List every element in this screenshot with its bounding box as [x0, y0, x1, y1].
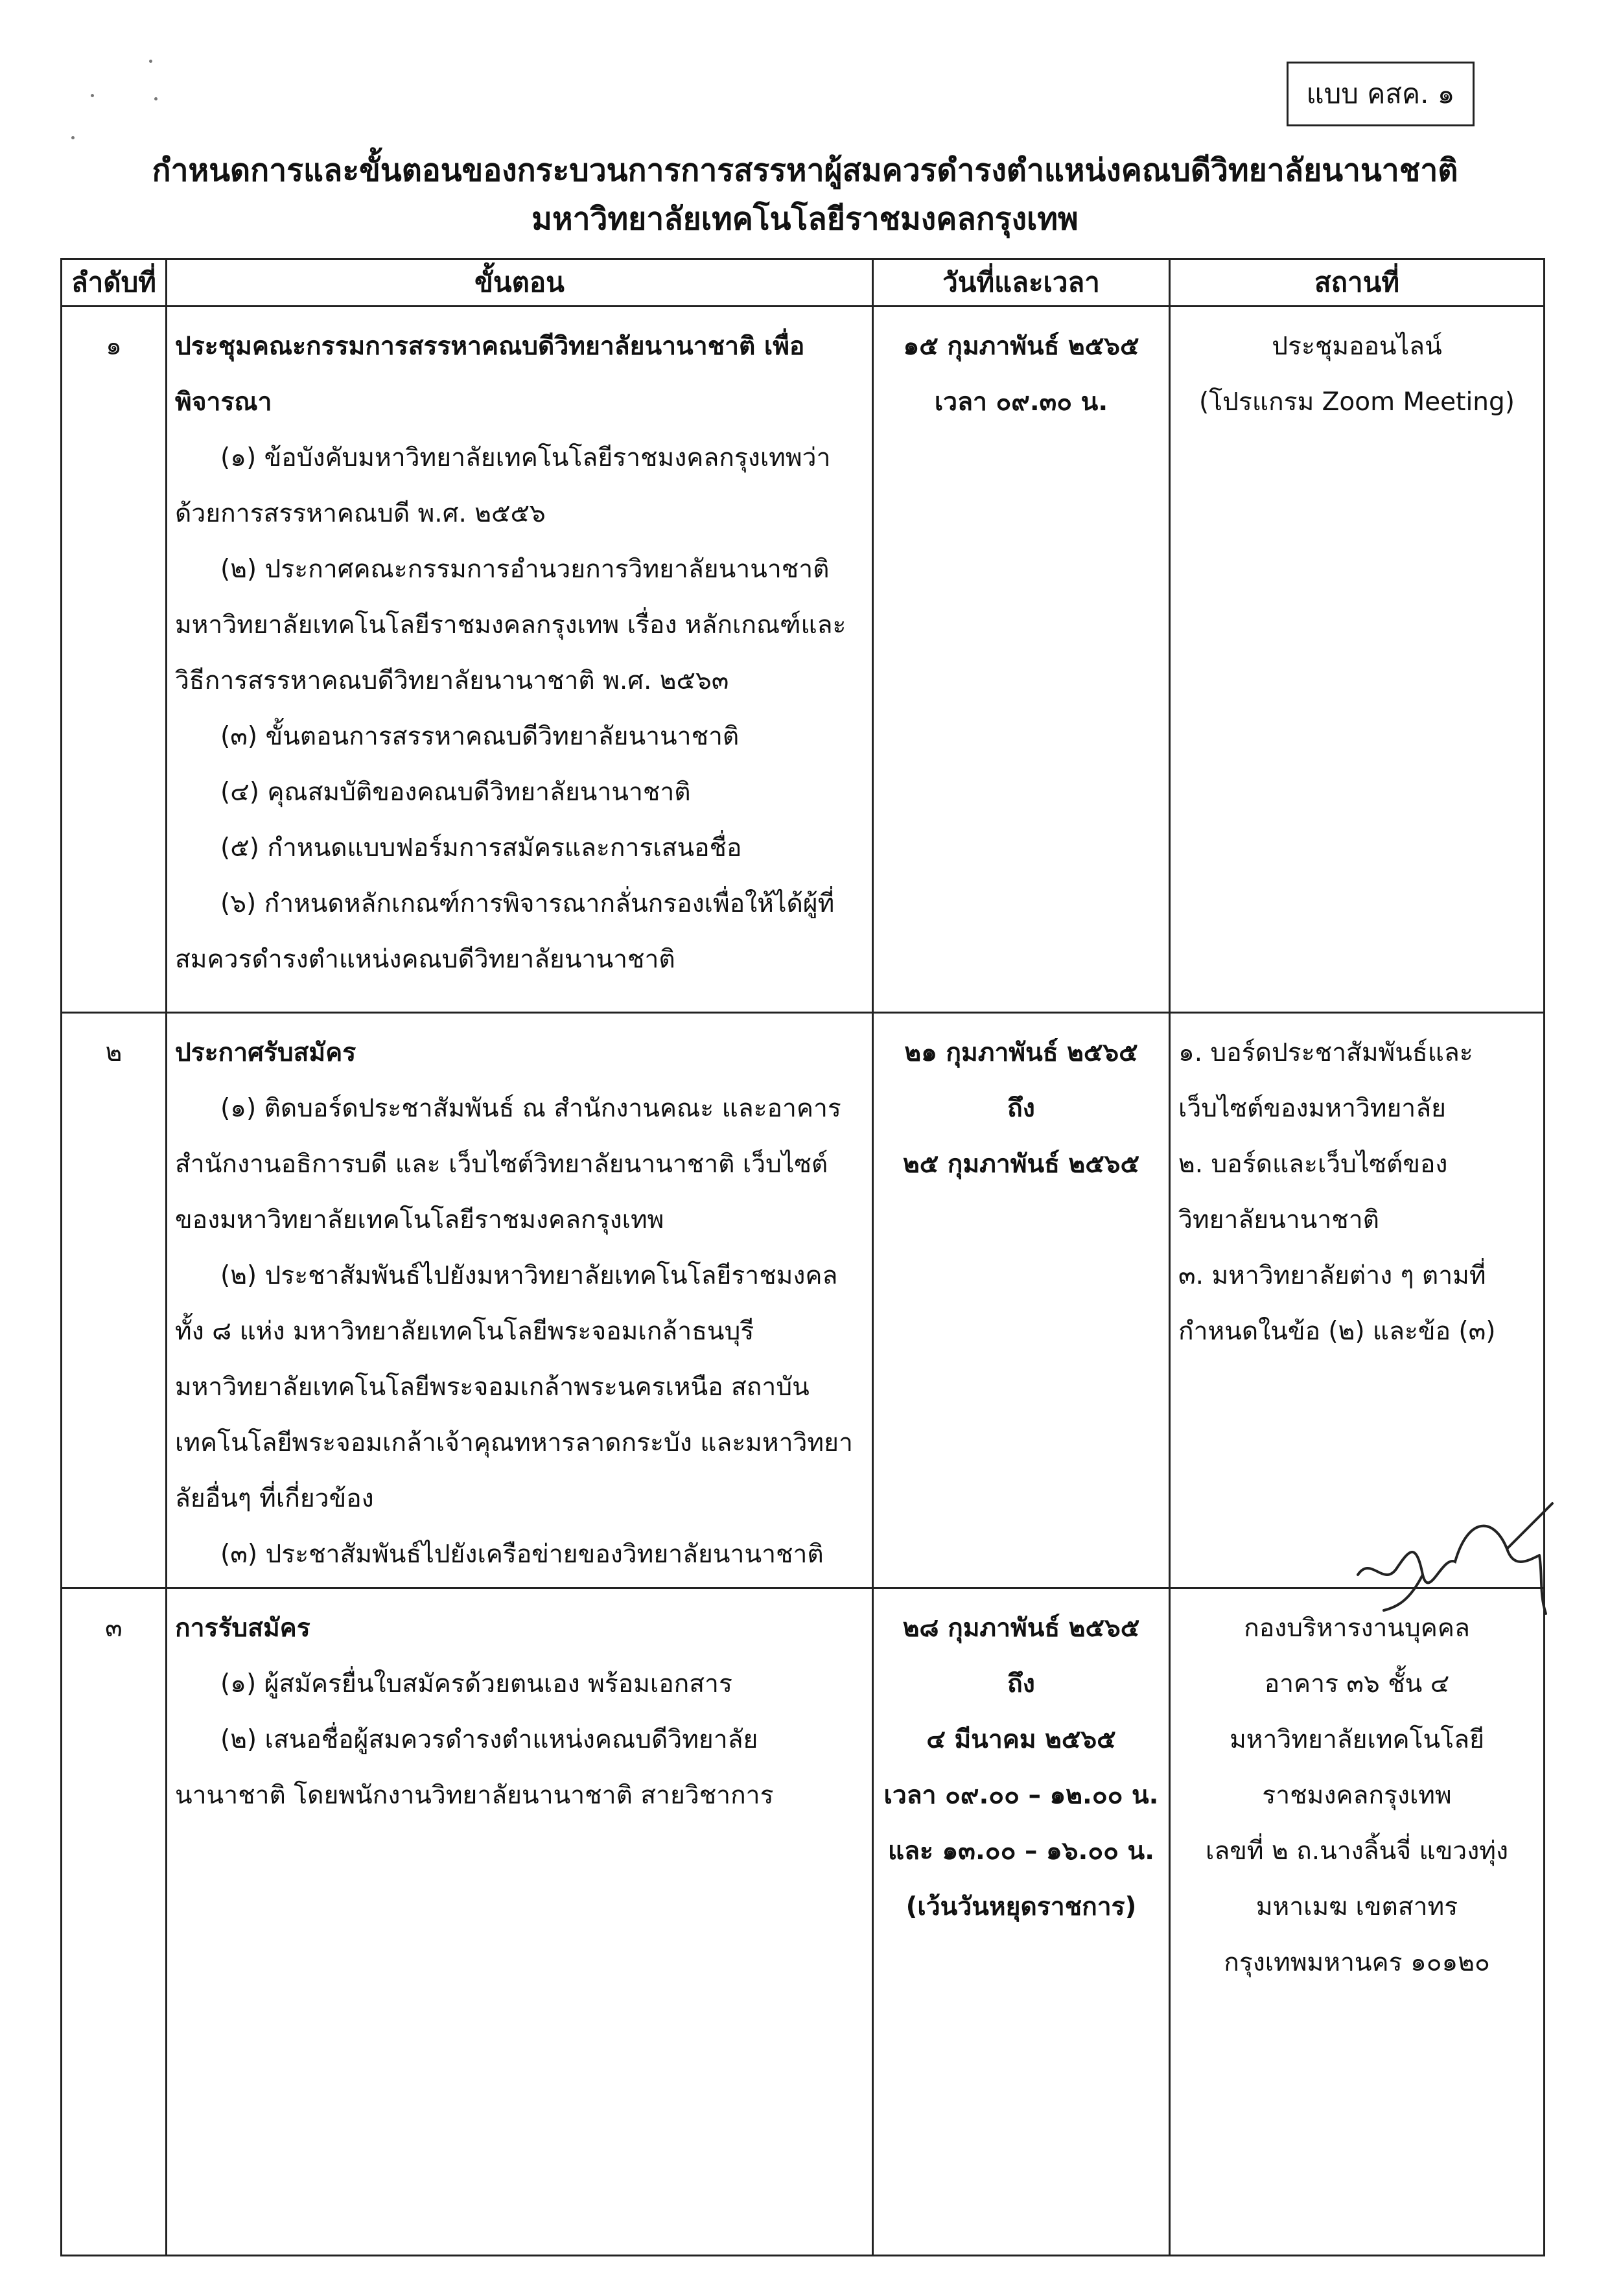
date-line: ๒๘ กุมภาพันธ์ ๒๕๖๕	[902, 1614, 1140, 1643]
step-cell	[167, 307, 873, 1013]
time-line: เวลา ๐๙.๓๐ น.	[934, 388, 1108, 417]
row-number: ๑	[62, 307, 167, 1013]
step-item: (๑) ข้อบังคับมหาวิทยาลัยเทคโนโลยีราชมงคลกรุงเทพว่าด้วยการสรรหาคณบดี พ.ศ. ๒๕๕๖	[175, 443, 831, 528]
place-line: มหาเมฆ เขตสาทร	[1255, 1892, 1458, 1921]
step-item: (๕) กำหนดแบบฟอร์มการสมัครและการเสนอชื่อ	[220, 833, 742, 863]
place-line: กรุงเทพมหานคร ๑๐๑๒๐	[1224, 1948, 1490, 1977]
time-line: เวลา ๐๙.๐๐ – ๑๒.๐๐ น.	[883, 1781, 1159, 1810]
datetime-cell	[873, 1013, 1170, 1588]
step-item: (๓) ประชาสัมพันธ์ไปยังเครือข่ายของวิทยาลัยนานาชาติ	[220, 1540, 824, 1569]
datetime-cell	[873, 307, 1170, 1013]
date-line: ถึง	[1007, 1669, 1035, 1699]
step-item: (๑) ติดบอร์ดประชาสัมพันธ์ ณ สำนักงานคณะ และอาคารสำนักงานอธิการบดี และ เว็บไซต์วิทยาลัยนานาชาติ เว็บไซต์ของมหาวิทยาลัยเทคโนโลยีราชมงคลกรุงเทพ	[175, 1094, 841, 1235]
place-line: กองบริหารงานบุคคล	[1244, 1614, 1470, 1643]
schedule-table	[60, 258, 1545, 2256]
table-row	[62, 307, 1545, 1013]
step-item: (๒) ประกาศคณะกรรมการอำนวยการวิทยาลัยนานาชาติ มหาวิทยาลัยเทคโนโลยีราชมงคลกรุงเทพ เรื่อง หลักเกณฑ์และวิธีการสรรหาคณบดีวิทยาลัยนานาชาติ พ.ศ. ๒๕๖๓	[175, 555, 846, 695]
table-header-row	[62, 259, 1545, 307]
step-item: (๒) เสนอชื่อผู้สมควรดำรงตำแหน่งคณบดีวิทยาลัยนานาชาติ โดยพนักงานวิทยาลัยนานาชาติ สายวิชาการ	[175, 1725, 774, 1810]
step-item: (๖) กำหนดหลักเกณฑ์การพิจารณากลั่นกรองเพื่อให้ได้ผู้ที่สมควรดำรงตำแหน่งคณบดีวิทยาลัยนานาชาติ	[175, 889, 835, 974]
place-line: อาคาร ๓๖ ชั้น ๔	[1264, 1669, 1450, 1699]
step-cell	[167, 1013, 873, 1588]
place-line: เลขที่ ๒ ถ.นางลิ้นจี่ แขวงทุ่ง	[1205, 1837, 1508, 1866]
date-line: ๔ มีนาคม ๒๕๖๕	[926, 1725, 1116, 1754]
place-cell	[1170, 1588, 1545, 2256]
step-title: ประชุมคณะกรรมการสรรหาคณบดีวิทยาลัยนานาชาติ เพื่อพิจารณา	[175, 332, 805, 417]
row-number: ๓	[62, 1588, 167, 2256]
place-line: ๑. บอร์ดประชาสัมพันธ์และเว็บไซต์ของมหาวิทยาลัย	[1178, 1038, 1473, 1123]
document-title-line-1: กำหนดการและขั้นตอนของกระบวนการการสรรหาผู้สมควรดำรงตำแหน่งคณบดีวิทยาลัยนานาชาติ	[152, 152, 1458, 189]
place-line: ราชมงคลกรุงเทพ	[1262, 1781, 1452, 1810]
step-cell	[167, 1588, 873, 2256]
header-step: ขั้นตอน	[167, 259, 873, 307]
step-item: (๔) คุณสมบัติของคณบดีวิทยาลัยนานาชาติ	[220, 778, 691, 807]
document-title-line-2: มหาวิทยาลัยเทคโนโลยีราชมงคลกรุงเทพ	[531, 201, 1079, 237]
header-no: ลำดับที่	[62, 259, 167, 307]
date-line: ๒๑ กุมภาพันธ์ ๒๕๖๕	[904, 1038, 1138, 1067]
time-line: และ ๑๓.๐๐ – ๑๖.๐๐ น.	[887, 1837, 1155, 1866]
scan-speck	[71, 136, 75, 139]
table-row	[62, 1013, 1545, 1588]
row-number: ๒	[62, 1013, 167, 1588]
scan-speck	[154, 97, 158, 100]
scan-speck	[149, 60, 152, 63]
place-line: (โปรแกรม Zoom Meeting)	[1199, 388, 1515, 417]
scan-speck	[91, 94, 94, 97]
step-title: ประกาศรับสมัคร	[175, 1038, 356, 1067]
place-line: ๒. บอร์ดและเว็บไซต์ของวิทยาลัยนานาชาติ	[1178, 1150, 1448, 1235]
place-line: ๓. มหาวิทยาลัยต่าง ๆ ตามที่กำหนดในข้อ (๒) และข้อ (๓)	[1178, 1261, 1496, 1346]
header-datetime: วันที่และเวลา	[873, 259, 1170, 307]
signature-icon	[1345, 1478, 1559, 1620]
place-line: มหาวิทยาลัยเทคโนโลยี	[1230, 1725, 1484, 1754]
place-cell	[1170, 307, 1545, 1013]
step-item: (๒) ประชาสัมพันธ์ไปยังมหาวิทยาลัยเทคโนโลยีราชมงคล ทั้ง ๘ แห่ง มหาวิทยาลัยเทคโนโลยีพระจอมเกล้าธนบุรี มหาวิทยาลัยเทคโนโลยีพระจอมเกล้าพระนครเหนือ สถาบันเทคโนโลยีพระจอมเกล้าเจ้าคุณทหารลาดกระบัง และมหาวิทยาลัยอื่นๆ ที่เกี่ยวข้อง	[175, 1261, 853, 1513]
holiday-note: (เว้นวันหยุดราชการ)	[905, 1892, 1137, 1921]
table-row	[62, 1588, 1545, 2256]
form-code-box	[1287, 62, 1475, 126]
step-title: การรับสมัคร	[175, 1614, 310, 1643]
header-place: สถานที่	[1170, 259, 1545, 307]
date-line: ๒๕ กุมภาพันธ์ ๒๕๖๕	[903, 1150, 1139, 1179]
step-item: (๓) ขั้นตอนการสรรหาคณบดีวิทยาลัยนานาชาติ	[220, 722, 740, 751]
step-item: (๑) ผู้สมัครยื่นใบสมัครด้วยตนเอง พร้อมเอกสาร	[220, 1669, 732, 1699]
datetime-cell	[873, 1588, 1170, 2256]
form-code: แบบ คสค. ๑	[1306, 78, 1455, 110]
date-line: ถึง	[1007, 1094, 1035, 1123]
date-line: ๑๕ กุมภาพันธ์ ๒๕๖๕	[903, 332, 1139, 361]
place-line: ประชุมออนไลน์	[1272, 332, 1442, 361]
